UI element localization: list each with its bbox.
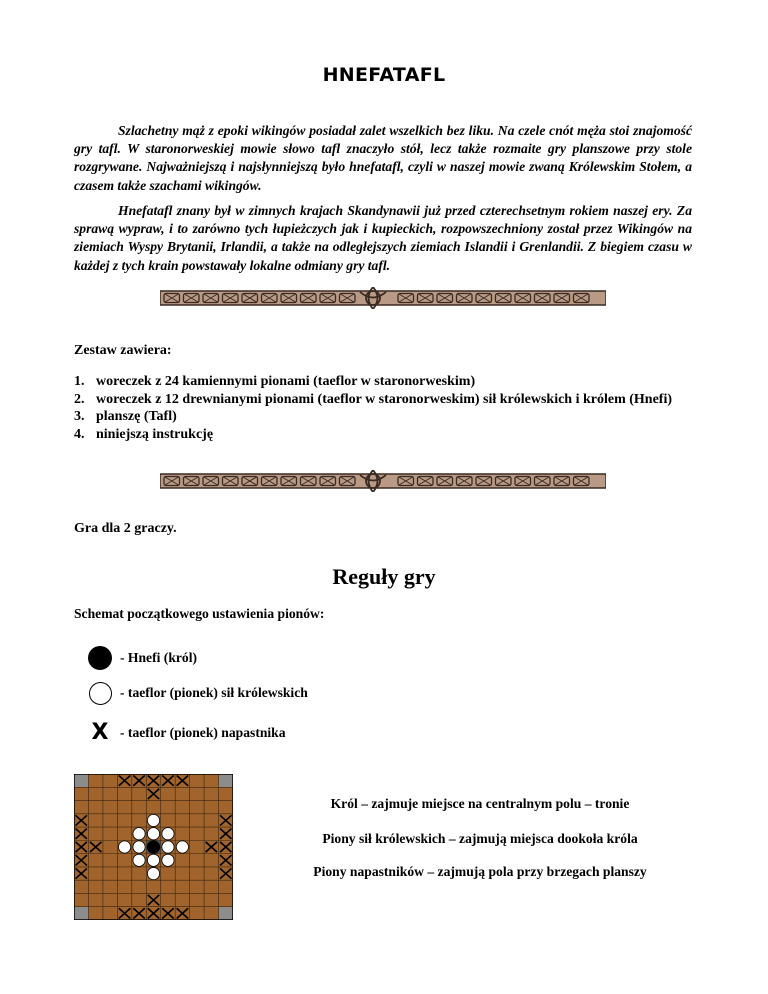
legend-defender-label: - taeflor (pionek) sił królewskich	[120, 685, 308, 700]
black-disc-icon	[82, 645, 118, 671]
legend-king-label: - Hnefi (król)	[120, 650, 198, 665]
defender-piece	[147, 854, 159, 866]
defender-piece	[147, 867, 159, 879]
defender-piece	[162, 828, 174, 840]
legend-attacker	[82, 720, 286, 746]
white-disc-icon	[82, 680, 118, 706]
kit-item: 3. planszę (Tafl)	[74, 409, 177, 424]
defender-piece	[133, 841, 145, 853]
schema-heading: Schemat początkowego ustawienia pionów:	[74, 606, 325, 621]
defender-piece	[133, 828, 145, 840]
kit-item: 4. niniejszą instrukcję	[74, 426, 214, 442]
defender-piece	[162, 841, 174, 853]
cross-icon: X	[91, 720, 109, 745]
legend-attacker-label: - taeflor (pionek) napastnika	[120, 725, 286, 740]
starting-board-diagram	[74, 774, 233, 920]
board-desc-king: Król – zajmuje miejsce na centralnym polu – tronie	[330, 796, 630, 811]
intro-paragraph-2: Hnefatafl znany był w zimnych krajach Skandynawii już przed czterechsetnym rokiem naszej ery. Za sprawą wypraw, i to zarówno tych łupieżczych jak i kupieckich, rozpowszechniony został przez Wikingów na ziemiach Wyspy Brytanii, Irlandii, a także na odległejszych ziemiach Islandii i Grenlandii. Z biegiem czasu w każdej z tych krain powstawały lokalne odmiany gry tafl.	[74, 202, 692, 273]
defender-piece	[176, 841, 188, 853]
corner-square	[74, 907, 88, 920]
defender-piece	[147, 814, 159, 826]
rules-title: Reguły gry	[332, 564, 436, 589]
defender-piece	[133, 854, 145, 866]
kit-item: 2. woreczek z 12 drewnianymi pionami (taeflor w staronorweskim) sił królewskich i królem (Hnefi)	[74, 391, 673, 407]
kit-list	[74, 373, 704, 443]
page-title: HNEFATAFL	[322, 64, 446, 86]
king-piece	[147, 840, 160, 853]
legend-king	[82, 645, 197, 671]
defender-piece	[162, 854, 174, 866]
intro-paragraph-1: Szlachetny mąż z epoki wikingów posiadał zalet wszelkich bez liku. Na czele cnót męża stoi znajomość gry tafl. W staronorweskiej mowie słowo tafl znaczyło stół, lecz także rozmaite gry planszowe przy stole rozgrywane. Najważniejszą i najsłynniejszą było hnefatafl, czyli w naszej mowie zwaną Królewskim Stołem, a czasem także szachami wikingów.	[74, 122, 692, 193]
board-desc-defenders: Piony sił królewskich – zajmują miejsca dookoła króla	[322, 831, 638, 846]
kit-heading: Zestaw zawiera:	[74, 343, 172, 358]
corner-square	[219, 774, 233, 787]
defender-piece	[118, 841, 130, 853]
defender-piece	[147, 828, 159, 840]
kit-item: 1. woreczek z 24 kamiennymi pionami (taeflor w staronorweskim)	[74, 374, 476, 389]
celtic-knot-divider	[160, 470, 606, 492]
board-desc-attackers: Piony napastników – zajmują pola przy brzegach planszy	[313, 864, 647, 879]
corner-square	[219, 907, 233, 920]
celtic-knot-divider	[160, 287, 606, 309]
corner-square	[74, 774, 88, 787]
legend-defender	[82, 680, 308, 706]
players-note: Gra dla 2 graczy.	[74, 521, 177, 536]
